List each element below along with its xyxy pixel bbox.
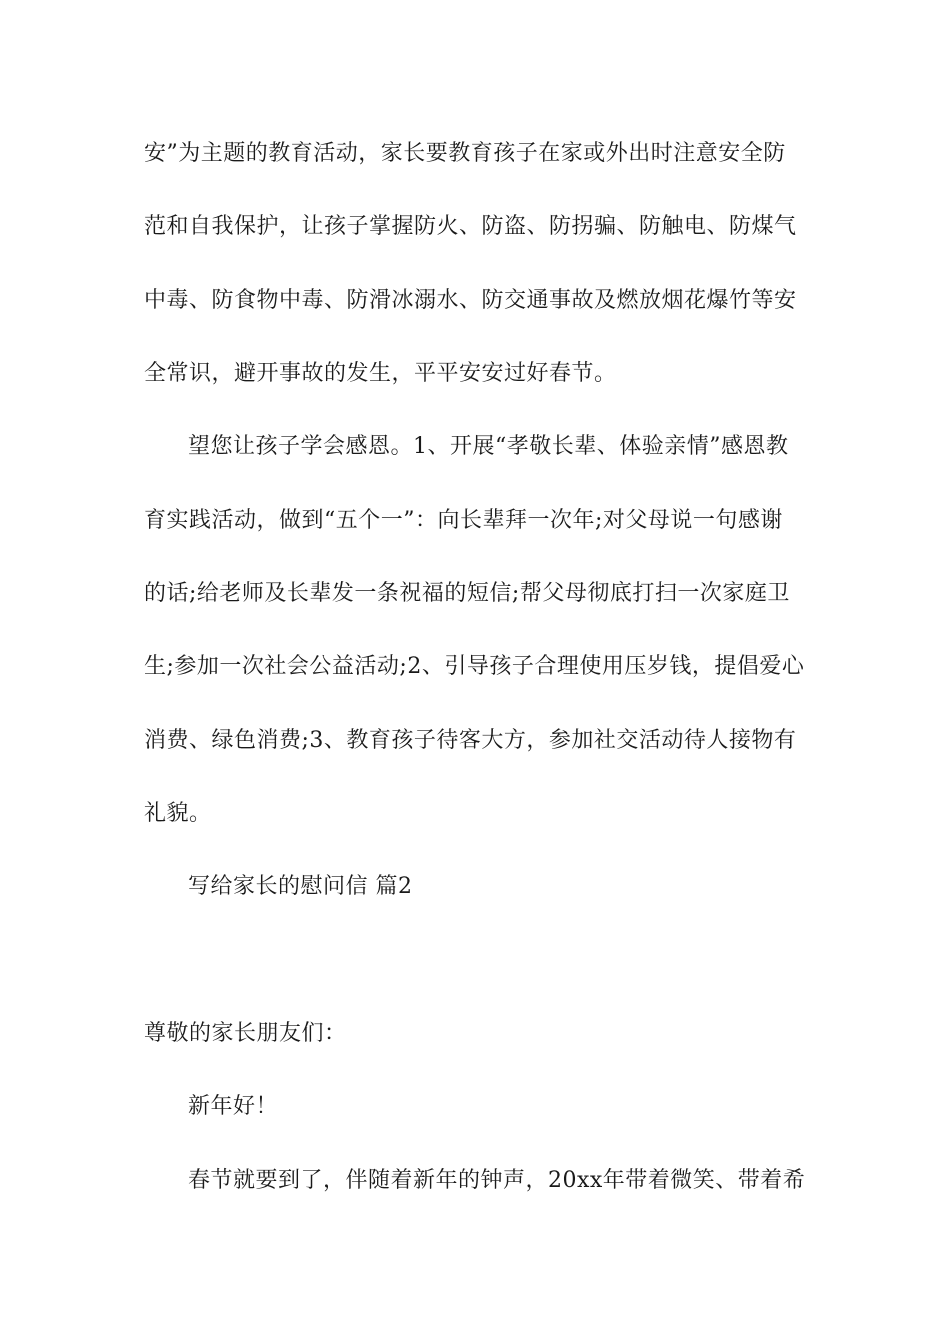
text-line: 礼貌。 bbox=[144, 801, 212, 826]
text-line: 全常识，避开事故的发生，平平安安过好春节。 bbox=[144, 361, 617, 386]
text-line: 消费、绿色消费;3、教育孩子待客大方，参加社交活动待人接物有 bbox=[144, 728, 797, 753]
text-line: 范和自我保护，让孩子掌握防火、防盗、防拐骗、防触电、防煤气 bbox=[144, 214, 797, 239]
greeting: 新年好！ bbox=[188, 1094, 279, 1119]
text-line: 中毒、防食物中毒、防滑冰溺水、防交通事故及燃放烟花爆竹等安 bbox=[144, 288, 797, 313]
section-heading: 写给家长的慰问信 篇2 bbox=[188, 874, 413, 899]
salutation: 尊敬的家长朋友们： bbox=[144, 1021, 347, 1046]
text-line: 育实践活动，做到“五个一”：向长辈拜一次年;对父母说一句感谢 bbox=[144, 508, 783, 533]
text-line: 安”为主题的教育活动，家长要教育孩子在家或外出时注意安全防 bbox=[144, 141, 786, 166]
text-line: 的话;给老师及长辈发一条祝福的短信;帮父母彻底打扫一次家庭卫 bbox=[144, 581, 790, 606]
paragraph-start-line: 望您让孩子学会感恩。1、开展“孝敬长辈、体验亲情”感恩教 bbox=[188, 434, 789, 459]
paragraph-start-line: 春节就要到了，伴随着新年的钟声，20xx年带着微笑、带着希 bbox=[188, 1168, 806, 1193]
text-line: 生;参加一次社会公益活动;2、引导孩子合理使用压岁钱，提倡爱心 bbox=[144, 654, 805, 679]
